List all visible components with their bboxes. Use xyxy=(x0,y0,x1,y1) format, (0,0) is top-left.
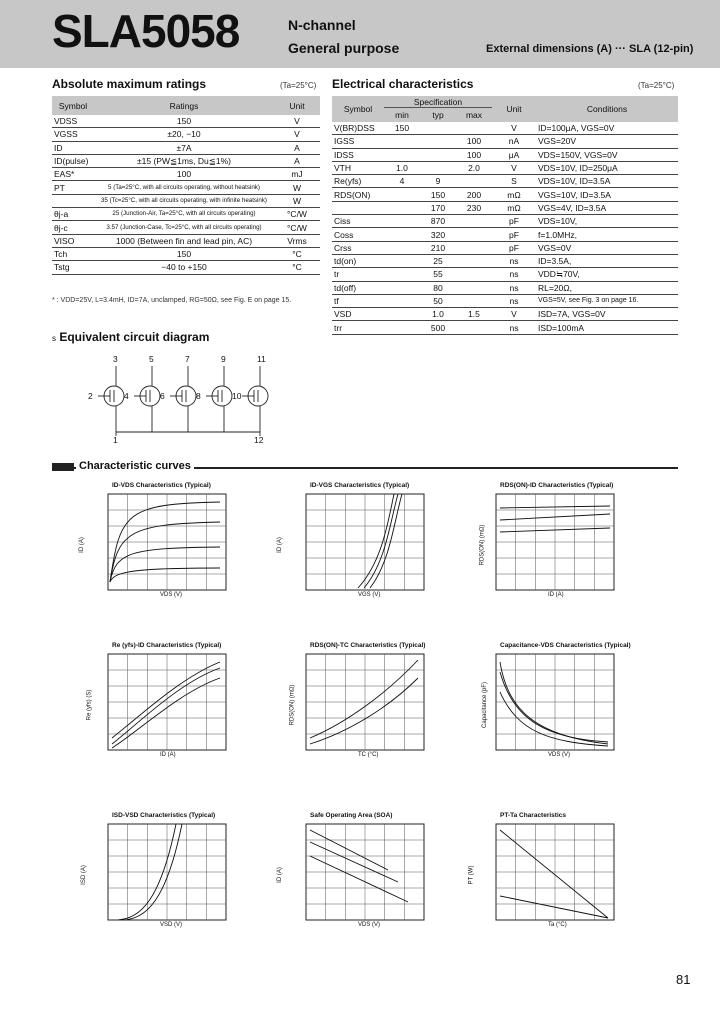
elec-cell xyxy=(384,135,420,148)
elec-cell: tr xyxy=(332,268,384,281)
abs-cell: ±20, −10 xyxy=(94,128,274,141)
elec-h-min: min xyxy=(384,108,420,122)
equiv-title: Equivalent circuit diagram xyxy=(59,330,210,344)
abs-cell: 150 xyxy=(94,247,274,260)
abs-cell: Vrms xyxy=(274,234,320,247)
chart-curve xyxy=(500,692,608,746)
chart-curve xyxy=(310,660,418,738)
abs-cell: PT xyxy=(52,181,94,194)
elec-cell: VDD≒70V, xyxy=(536,268,678,281)
elec-cell: IGSS xyxy=(332,135,384,148)
elec-cell: ns xyxy=(492,254,536,267)
elec-cell: RDS(ON) xyxy=(332,188,384,201)
elec-h-symbol: Symbol xyxy=(332,96,384,122)
elec-cell: V xyxy=(492,161,536,174)
elec-cell: 150 xyxy=(384,122,420,135)
elec-cell xyxy=(420,135,456,148)
elec-cell: ns xyxy=(492,281,536,294)
abs-cell: ±7A xyxy=(94,141,274,154)
elec-h-max: max xyxy=(456,108,492,122)
elec-cell: ns xyxy=(492,268,536,281)
equiv-circuit xyxy=(80,352,280,444)
elec-cell xyxy=(456,281,492,294)
elec-cell xyxy=(384,201,420,214)
abs-max-table xyxy=(52,96,320,275)
pin-label: 7 xyxy=(185,354,190,364)
abs-cell: −40 to +150 xyxy=(94,261,274,274)
elec-cell: 1.5 xyxy=(456,308,492,321)
elec-cell: S xyxy=(492,175,536,188)
elec-cell: 2.0 xyxy=(456,161,492,174)
abs-cell: ID(pulse) xyxy=(52,154,94,167)
elec-title: Electrical characteristics xyxy=(332,77,474,91)
abs-max-title: Absolute maximum ratings xyxy=(52,77,207,91)
external-dimensions: External dimensions (A) ··· SLA (12-pin) xyxy=(486,43,694,55)
elec-row xyxy=(332,135,678,148)
chart-curve xyxy=(110,522,220,582)
elec-h-spec: Specification xyxy=(384,96,492,108)
abs-cell: °C/W xyxy=(274,208,320,221)
elec-cell: V xyxy=(492,308,536,321)
abs-row xyxy=(52,208,320,221)
pin-label: 11 xyxy=(257,354,266,364)
elec-cell xyxy=(420,122,456,135)
elec-cell: VGS=10V, ID=3.5A xyxy=(536,188,678,201)
device-type: N-channel xyxy=(288,17,356,33)
abs-cell: 5 (Ta=25°C, with all circuits operating, without heatsink) xyxy=(94,181,274,194)
elec-cell: td(off) xyxy=(332,281,384,294)
x-axis-label: VDS (V) xyxy=(548,752,571,758)
abs-cell: 25 (Junction-Air, Ta=25°C, with all circuits operating) xyxy=(94,208,274,221)
chart-plot xyxy=(298,822,432,932)
elec-row xyxy=(332,241,678,254)
pin-label: 10 xyxy=(232,391,242,401)
chart-title: ISD-VSD Characteristics (Typical) xyxy=(112,812,216,819)
elec-cell: 170 xyxy=(420,201,456,214)
pin-label: 2 xyxy=(88,391,93,401)
elec-cell xyxy=(384,228,420,241)
abs-cell: 150 xyxy=(94,115,274,128)
elec-cell: 320 xyxy=(420,228,456,241)
elec-cell: f=1.0MHz, xyxy=(536,228,678,241)
elec-cell: ID=100μA, VGS=0V xyxy=(536,122,678,135)
abs-cell: V xyxy=(274,128,320,141)
elec-cell xyxy=(456,175,492,188)
elec-cell xyxy=(384,308,420,321)
equiv-title-wrap xyxy=(52,330,209,344)
elec-cell xyxy=(456,321,492,334)
chart-plot xyxy=(488,492,622,602)
chart-title: ID-VGS Characteristics (Typical) xyxy=(310,482,410,489)
abs-cell: 1000 (Between fin and lead pin, AC) xyxy=(94,234,274,247)
elec-table xyxy=(332,96,678,335)
y-axis-label: Re (yfs) (S) xyxy=(86,689,93,721)
y-axis-label: ID (A) xyxy=(78,537,85,553)
elec-cell: ISD=100mA xyxy=(536,321,678,334)
x-axis-label: ID (A) xyxy=(548,592,564,598)
chart-plot xyxy=(298,652,432,762)
elec-cell: ISD=7A, VGS=0V xyxy=(536,308,678,321)
elec-row xyxy=(332,175,678,188)
abs-cell: A xyxy=(274,141,320,154)
elec-cell: 25 xyxy=(420,254,456,267)
abs-cell: VGSS xyxy=(52,128,94,141)
elec-cell xyxy=(420,148,456,161)
elec-cell: 9 xyxy=(420,175,456,188)
elec-cell xyxy=(384,281,420,294)
abs-cell: θj-a xyxy=(52,208,94,221)
pin-label: 8 xyxy=(196,391,201,401)
chart-curve xyxy=(500,896,608,918)
elec-cell xyxy=(384,188,420,201)
chart-curve xyxy=(110,547,220,582)
elec-cell: VGS=5V, see Fig. 3 on page 16. xyxy=(536,294,678,307)
elec-cell: VDS=10V, ID=250μA xyxy=(536,161,678,174)
chart-plot xyxy=(488,652,622,762)
elec-cell: Re(yfs) xyxy=(332,175,384,188)
elec-cell: 55 xyxy=(420,268,456,281)
abs-cell: 3.57 (Junction-Case, Tc=25°C, with all circuits operating) xyxy=(94,221,274,234)
abs-cell: °C xyxy=(274,261,320,274)
abs-cell: 35 (Tc=25°C, with all circuits operating, with infinite heatsink) xyxy=(94,194,274,207)
elec-cell xyxy=(420,161,456,174)
y-axis-label: PT (W) xyxy=(468,865,475,885)
elec-cell: 1.0 xyxy=(384,161,420,174)
chart-curve xyxy=(310,830,388,870)
chart-plot xyxy=(100,822,234,932)
abs-cell: W xyxy=(274,194,320,207)
chart-curve xyxy=(110,568,220,582)
abs-cell: A xyxy=(274,154,320,167)
elec-cell: pF xyxy=(492,228,536,241)
y-axis-label: ISD (A) xyxy=(80,865,87,885)
abs-row xyxy=(52,154,320,167)
elec-cell: 100 xyxy=(456,135,492,148)
elec-cell xyxy=(384,254,420,267)
elec-cell: VSD xyxy=(332,308,384,321)
elec-cell: VDS=10V, xyxy=(536,215,678,228)
abs-cell: V xyxy=(274,115,320,128)
chart-plot xyxy=(298,492,432,602)
elec-cell xyxy=(384,241,420,254)
elec-cell: 210 xyxy=(420,241,456,254)
elec-cell xyxy=(384,321,420,334)
abs-row xyxy=(52,234,320,247)
abs-cell: VDSS xyxy=(52,115,94,128)
elec-cell: td(on) xyxy=(332,254,384,267)
elec-cell: Coss xyxy=(332,228,384,241)
elec-cell: 50 xyxy=(420,294,456,307)
elec-cell: mΩ xyxy=(492,201,536,214)
elec-cell: trr xyxy=(332,321,384,334)
elec-h-cond: Conditions xyxy=(536,96,678,122)
elec-cell: Crss xyxy=(332,241,384,254)
elec-cond: (Ta=25°C) xyxy=(638,81,675,90)
chart-plot xyxy=(488,822,622,932)
elec-cell: VDS=10V, ID=3.5A xyxy=(536,175,678,188)
chart-curve xyxy=(112,678,220,748)
elec-row xyxy=(332,228,678,241)
device-purpose: General purpose xyxy=(288,40,400,56)
abs-row xyxy=(52,181,320,194)
abs-col-header: Symbol xyxy=(52,96,94,115)
elec-row xyxy=(332,308,678,321)
abs-row xyxy=(52,247,320,260)
elec-cell xyxy=(456,241,492,254)
chart-title: Re (yfs)-ID Characteristics (Typical) xyxy=(112,642,222,649)
elec-cell: 870 xyxy=(420,215,456,228)
abs-cell: θj-c xyxy=(52,221,94,234)
elec-cell: pF xyxy=(492,241,536,254)
elec-cell xyxy=(456,254,492,267)
pin-label: 6 xyxy=(160,391,165,401)
elec-cell: 200 xyxy=(456,188,492,201)
elec-row xyxy=(332,201,678,214)
elec-cell xyxy=(456,268,492,281)
abs-cell: W xyxy=(274,181,320,194)
elec-h-typ: typ xyxy=(420,108,456,122)
x-axis-label: TC (°C) xyxy=(358,752,379,758)
elec-cell xyxy=(456,294,492,307)
elec-row xyxy=(332,268,678,281)
elec-cell xyxy=(384,215,420,228)
chart-curve xyxy=(112,668,220,744)
curves-title: Characteristic curves xyxy=(76,460,194,472)
y-axis-label: Capacitance (pF) xyxy=(482,681,489,729)
abs-row xyxy=(52,194,320,207)
abs-cell: ID xyxy=(52,141,94,154)
elec-row xyxy=(332,161,678,174)
chart-plot xyxy=(100,492,234,602)
x-axis-label: VGS (V) xyxy=(358,592,381,598)
elec-h-unit: Unit xyxy=(492,96,536,122)
elec-cell: 500 xyxy=(420,321,456,334)
abs-cell: mJ xyxy=(274,168,320,181)
elec-row xyxy=(332,281,678,294)
elec-cell: VTH xyxy=(332,161,384,174)
elec-cell: V(BR)DSS xyxy=(332,122,384,135)
elec-cell xyxy=(332,201,384,214)
x-axis-label: Ta (°C) xyxy=(548,922,567,928)
elec-cell: 1.0 xyxy=(420,308,456,321)
elec-cell xyxy=(384,294,420,307)
elec-cell xyxy=(456,122,492,135)
abs-cell: EAS* xyxy=(52,168,94,181)
elec-cell xyxy=(384,268,420,281)
chart-title: RDS(ON)-ID Characteristics (Typical) xyxy=(500,482,614,489)
abs-row xyxy=(52,261,320,274)
chart-title: PT-Ta Characteristics xyxy=(500,812,566,819)
abs-row xyxy=(52,128,320,141)
elec-row xyxy=(332,321,678,334)
elec-cell xyxy=(456,228,492,241)
chart-curve xyxy=(500,662,608,744)
elec-cell: 150 xyxy=(420,188,456,201)
elec-cell: VDS=150V, VGS=0V xyxy=(536,148,678,161)
equiv-marker: s xyxy=(52,334,56,343)
abs-row xyxy=(52,141,320,154)
abs-cell: VISO xyxy=(52,234,94,247)
abs-header-row xyxy=(52,96,320,115)
abs-cell: Tstg xyxy=(52,261,94,274)
chart-plot xyxy=(100,652,234,762)
chart-title: Capacitance-VDS Characteristics (Typical) xyxy=(500,642,631,649)
x-axis-label: ID (A) xyxy=(160,752,176,758)
elec-cell: pF xyxy=(492,215,536,228)
y-axis-label: RDS(ON) (mΩ) xyxy=(289,684,296,726)
abs-row xyxy=(52,115,320,128)
elec-cell: 230 xyxy=(456,201,492,214)
elec-cell: VGS=0V xyxy=(536,241,678,254)
elec-row xyxy=(332,122,678,135)
elec-cell: 4 xyxy=(384,175,420,188)
curves-bar-marker xyxy=(52,463,74,471)
elec-cell: IDSS xyxy=(332,148,384,161)
elec-cell: ns xyxy=(492,294,536,307)
elec-cell: tf xyxy=(332,294,384,307)
abs-cell xyxy=(52,194,94,207)
x-axis-label: VDS (V) xyxy=(358,922,381,928)
abs-col-header: Unit xyxy=(274,96,320,115)
part-number: SLA5058 xyxy=(52,5,240,57)
elec-cell: nA xyxy=(492,135,536,148)
y-axis-label: ID (A) xyxy=(276,867,283,883)
elec-cell: mΩ xyxy=(492,188,536,201)
x-axis-label: VDS (V) xyxy=(160,592,183,598)
x-axis-label: VSD (V) xyxy=(160,922,183,928)
elec-cell: 100 xyxy=(456,148,492,161)
elec-cell: VGS=4V, ID=3.5A xyxy=(536,201,678,214)
page-number: 81 xyxy=(676,972,691,987)
pin-label: 5 xyxy=(149,354,154,364)
abs-max-cond: (Ta=25°C) xyxy=(280,81,317,90)
pin-label: 4 xyxy=(124,391,129,401)
pin-label: 3 xyxy=(113,354,118,364)
pin-label: 1 xyxy=(113,435,118,444)
abs-max-note: * : VDD=25V, L=3.4mH, ID=7A, unclamped, RG=50Ω, see Fig. E on page 15. xyxy=(52,297,292,304)
abs-cell: ±15 (PW≦1ms, Du≦1%) xyxy=(94,154,274,167)
y-axis-label: RDS(ON) (mΩ) xyxy=(479,524,486,566)
chart-title: ID-VDS Characteristics (Typical) xyxy=(112,482,211,489)
elec-cell xyxy=(384,148,420,161)
elec-cell: ID=3.5A, xyxy=(536,254,678,267)
elec-cell: 80 xyxy=(420,281,456,294)
abs-cell: 100 xyxy=(94,168,274,181)
elec-row xyxy=(332,294,678,307)
pin-label: 9 xyxy=(221,354,226,364)
abs-cell: °C/W xyxy=(274,221,320,234)
elec-cell: μA xyxy=(492,148,536,161)
y-axis-label: ID (A) xyxy=(276,537,283,553)
elec-cell xyxy=(456,215,492,228)
elec-cell: ns xyxy=(492,321,536,334)
elec-row xyxy=(332,148,678,161)
chart-title: Safe Operating Area (SOA) xyxy=(310,812,393,819)
chart-title: RDS(ON)-TC Characteristics (Typical) xyxy=(310,642,426,649)
elec-cell: V xyxy=(492,122,536,135)
chart-curve xyxy=(500,830,608,918)
abs-row xyxy=(52,168,320,181)
elec-cell: RL=20Ω, xyxy=(536,281,678,294)
elec-cell: Ciss xyxy=(332,215,384,228)
abs-cell: °C xyxy=(274,247,320,260)
chart-curve xyxy=(310,856,408,902)
abs-cell: Tch xyxy=(52,247,94,260)
elec-row xyxy=(332,215,678,228)
elec-cell: VGS=20V xyxy=(536,135,678,148)
elec-row xyxy=(332,254,678,267)
pin-label: 12 xyxy=(254,435,264,444)
abs-col-header: Ratings xyxy=(94,96,274,115)
abs-row xyxy=(52,221,320,234)
elec-row xyxy=(332,188,678,201)
